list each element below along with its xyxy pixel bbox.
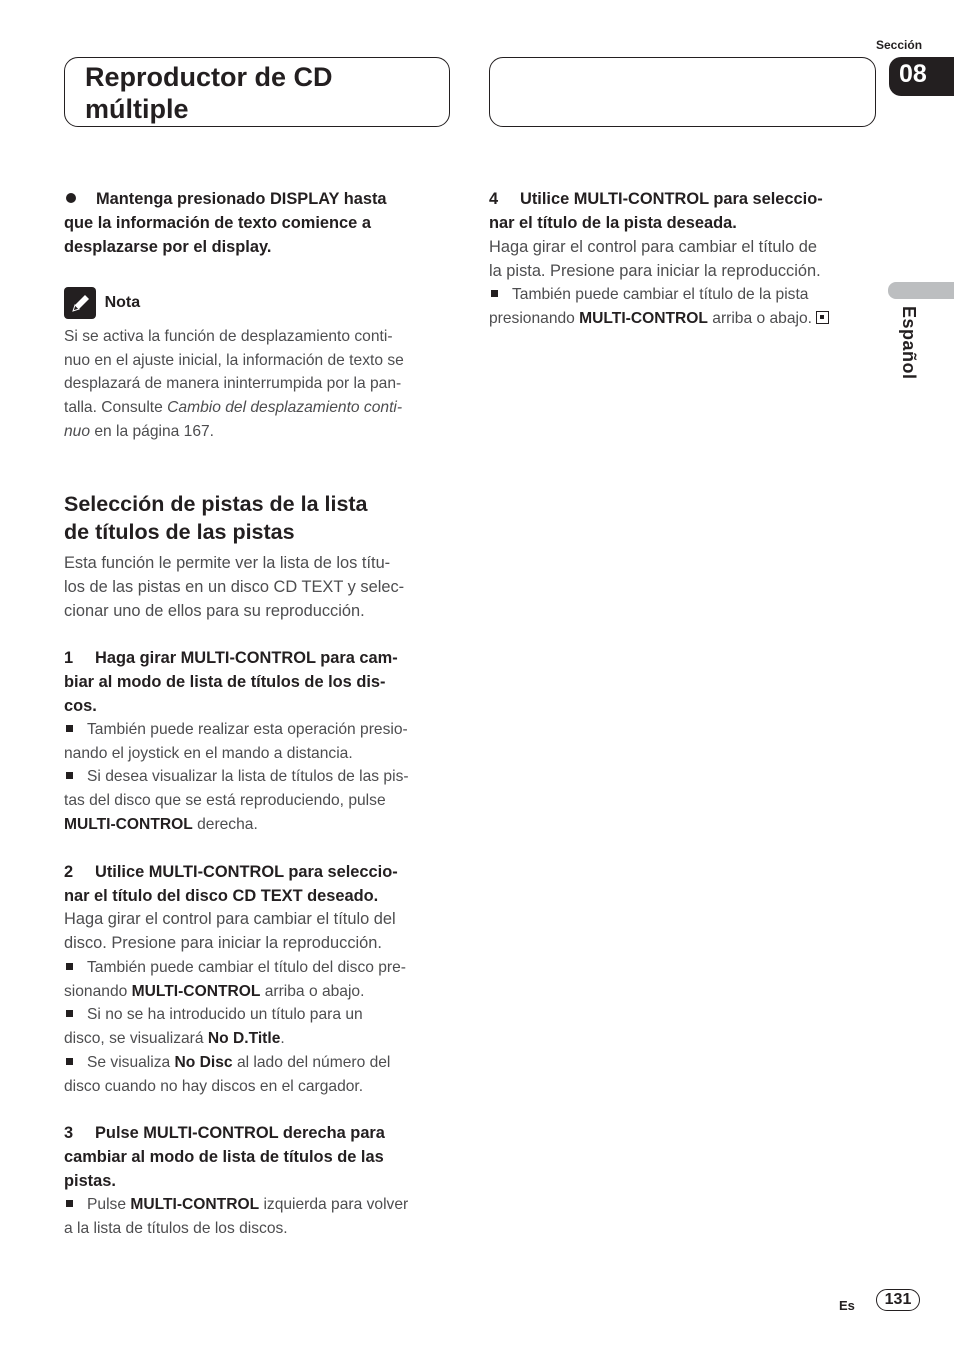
language-label: Español — [899, 306, 919, 380]
note-text: Si se activa la función de desplazamiento conti- nuo en el ajuste inicial, la información de texto se desplazará de manera ininterrumpida por la pan- talla. Consulte Cambio del desplazamiento conti- nuo en la página 167. — [64, 328, 404, 440]
section-intro: Esta función le permite ver la lista de los títu- los de las pistas en un disco CD TEXT y selec- cionar uno de ellos para su reproducción. — [64, 554, 405, 620]
footer-lang-code: Es — [839, 1298, 855, 1313]
section-label: Sección — [876, 38, 923, 52]
bullet-square-icon — [66, 1010, 73, 1017]
bullet-square-icon — [66, 1058, 73, 1065]
intro-bullet: Mantenga presionado DISPLAY hasta que la información de texto comience a desplazarse por el display. — [64, 190, 387, 256]
step-3-heading: 3 Pulse MULTI-CONTROL derecha para cambiar al modo de lista de títulos de las pistas. — [64, 1124, 385, 1190]
step-1-heading: 1 Haga girar MULTI-CONTROL para cam- biar al modo de lista de títulos de los dis- cos. — [64, 649, 398, 715]
page-number: 131 — [876, 1289, 920, 1311]
bullet-square-icon — [66, 772, 73, 779]
step-2-heading: 2 Utilice MULTI-CONTROL para seleccio- nar el título del disco CD TEXT deseado. — [64, 863, 398, 905]
step-4-heading: 4 Utilice MULTI-CONTROL para seleccio- nar el título de la pista deseada. — [489, 190, 823, 232]
bullet-square-icon — [66, 963, 73, 970]
chapter-title: Reproductor de CD múltiple — [85, 62, 333, 124]
note-pencil-icon — [64, 287, 96, 319]
step-4-bullets: También puede cambiar el título de la pista presionando MULTI-CONTROL arriba o abajo. — [489, 283, 873, 330]
bullet-square-icon — [66, 725, 73, 732]
bullet-square-icon — [66, 1200, 73, 1207]
note-heading: Nota — [64, 287, 452, 319]
bullet-dot-icon — [66, 193, 76, 203]
section-number-tab — [889, 57, 954, 96]
bullet-square-icon — [491, 290, 498, 297]
section-heading: Selección de pistas de la lista de títulos de las pistas — [64, 492, 368, 544]
step-2-bullets: También puede cambiar el título del disco pre- sionando MULTI-CONTROL arriba o abajo. Si no se ha introducido un título para un disco, se visualizará No D.Title. Se visualiza No Disc al lado del número del disco cuando no hay discos en el cargador. — [64, 959, 406, 1095]
end-mark-icon — [816, 311, 829, 324]
section-number: 08 — [899, 60, 927, 88]
header-empty-box — [489, 57, 876, 127]
language-tab-bar — [888, 282, 954, 299]
chapter-title-box — [64, 57, 450, 127]
step-3-bullets: Pulse MULTI-CONTROL izquierda para volver a la lista de títulos de los discos. — [64, 1196, 409, 1237]
step-2-text: Haga girar el control para cambiar el título del disco. Presione para iniciar la reproducción. — [64, 910, 396, 952]
step-1-bullets: También puede realizar esta operación presio- nando el joystick en el mando a distancia. Si desea visualizar la lista de títulos de las pis- tas del disco que se está reproduciendo, pulse MULTI-CONTROL derecha. — [64, 721, 409, 833]
step-4-text: Haga girar el control para cambiar el título de la pista. Presione para iniciar la reproducción. — [489, 238, 821, 280]
